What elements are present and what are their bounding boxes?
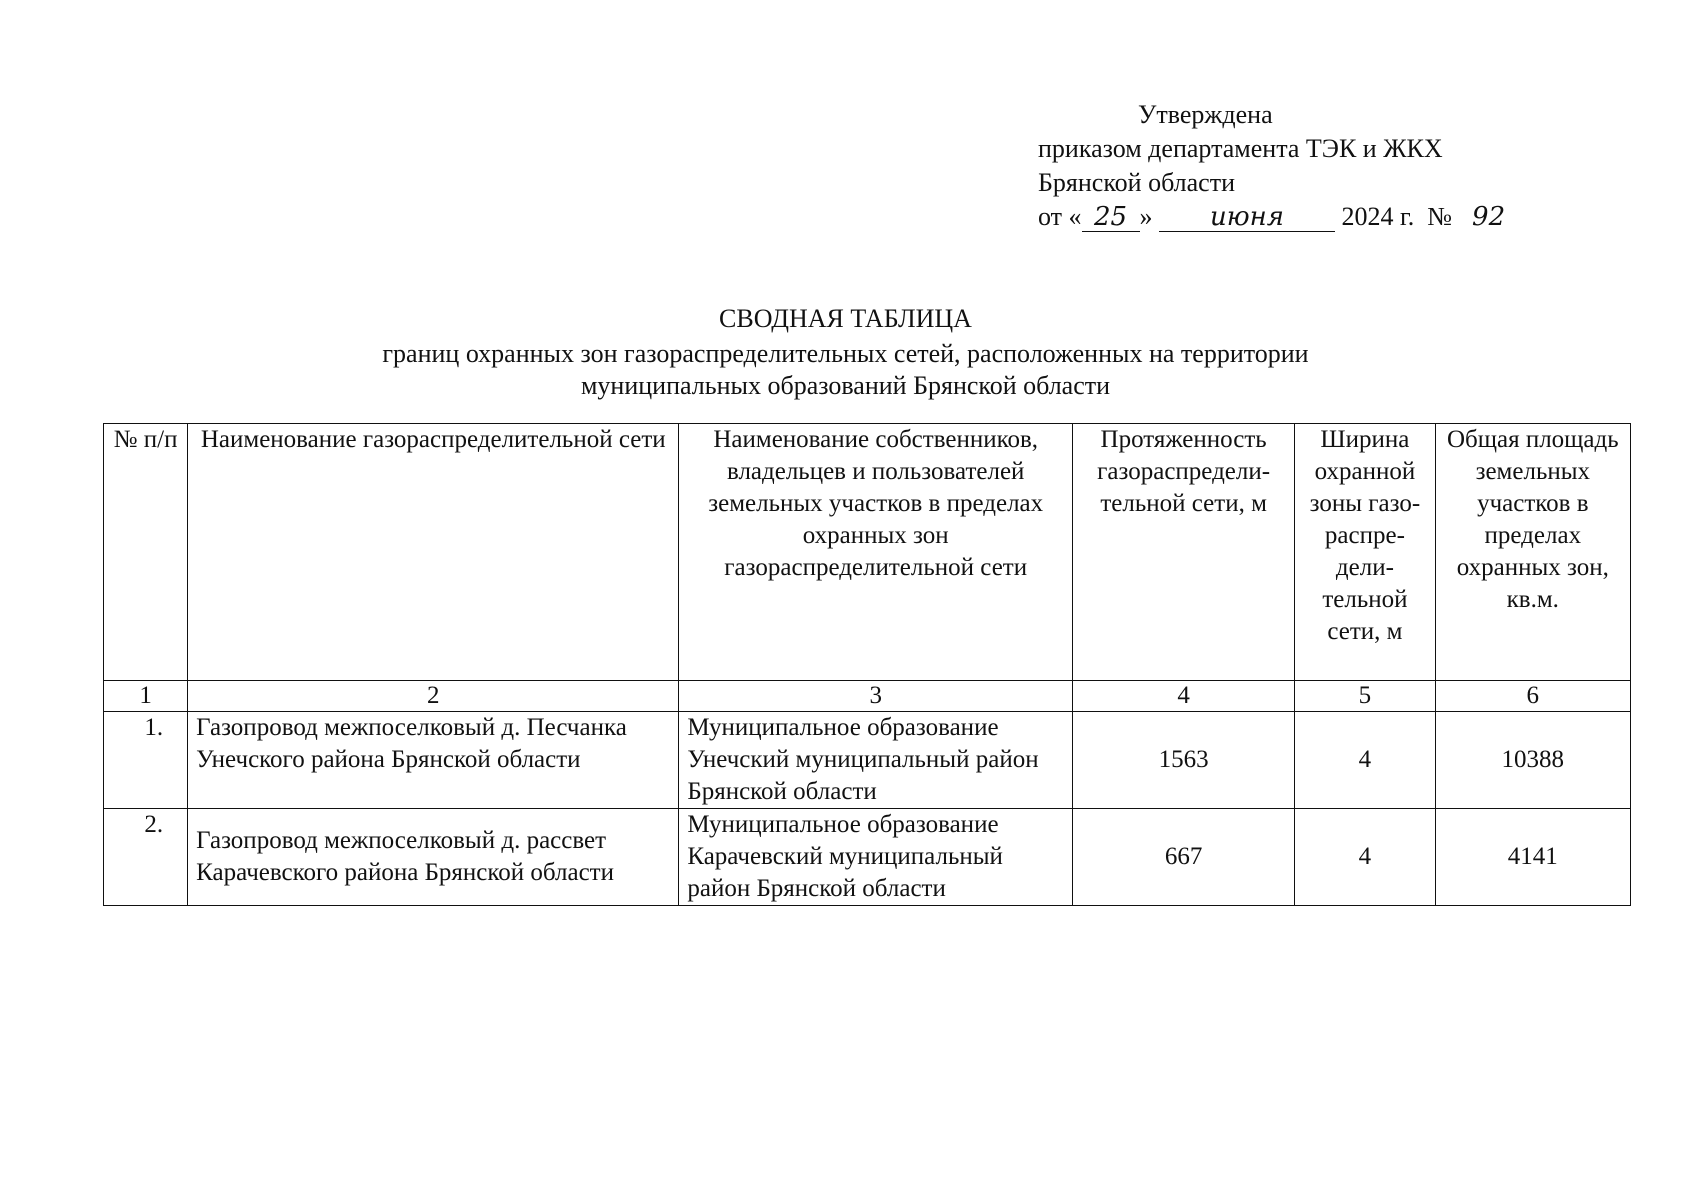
column-number: 2 bbox=[188, 681, 679, 712]
header-number: № п/п bbox=[104, 424, 188, 681]
column-number: 3 bbox=[679, 681, 1073, 712]
date-month-handwritten: июня bbox=[1159, 203, 1335, 232]
number-label: № bbox=[1427, 202, 1453, 231]
column-number: 4 bbox=[1073, 681, 1295, 712]
table-row bbox=[104, 809, 1631, 906]
column-number-row bbox=[104, 681, 1631, 712]
column-number: 1 bbox=[104, 681, 188, 712]
row-number: 2. bbox=[104, 809, 188, 906]
row-number: 1. bbox=[104, 712, 188, 809]
table-row bbox=[104, 712, 1631, 809]
date-prefix: от « bbox=[1038, 202, 1082, 231]
date-mid: » bbox=[1139, 202, 1153, 231]
row-length: 1563 bbox=[1073, 712, 1295, 809]
date-year: 2024 г. bbox=[1341, 202, 1415, 231]
row-owners: Муниципальное образование Унечский муниципальный район Брянской области bbox=[679, 712, 1073, 809]
approval-date-line bbox=[1038, 200, 1519, 234]
row-length: 667 bbox=[1073, 809, 1295, 906]
approval-line-2: приказом департамента ТЭК и ЖКХ bbox=[1038, 134, 1443, 163]
header-network-name: Наименование газораспределительной сети bbox=[188, 424, 679, 681]
document-subtitle-line-2: муниципальных образований Брянской области bbox=[580, 371, 1111, 400]
table-header-row bbox=[104, 424, 1631, 681]
row-area: 4141 bbox=[1435, 809, 1630, 906]
row-zone-width: 4 bbox=[1295, 809, 1435, 906]
header-length: Протяженность газораспредели-тельной сети, м bbox=[1073, 424, 1295, 681]
row-area: 10388 bbox=[1435, 712, 1630, 809]
approval-block bbox=[1038, 98, 1519, 234]
header-area: Общая площадь земельных участков в пределах охранных зон, кв.м. bbox=[1435, 424, 1630, 681]
document-subtitle-line-1: границ охранных зон газораспределительных сетей, расположенных на территории bbox=[382, 339, 1309, 368]
row-owners: Муниципальное образование Карачевский муниципальный район Брянской области bbox=[679, 809, 1073, 906]
header-zone-width: Ширина охранной зоны газо-распре-дели-тельной сети, м bbox=[1295, 424, 1435, 681]
approval-line-3: Брянской области bbox=[1038, 168, 1235, 197]
document-title: СВОДНАЯ ТАБЛИЦА bbox=[719, 304, 972, 333]
approval-line-1: Утверждена bbox=[1138, 100, 1273, 129]
header-owners: Наименование собственников, владельцев и пользователей земельных участков в пределах охранных зон газораспределительной сети bbox=[679, 424, 1073, 681]
date-day-handwritten: 25 bbox=[1082, 203, 1140, 232]
column-number: 5 bbox=[1295, 681, 1435, 712]
row-network-name: Газопровод межпоселковый д. рассвет Карачевского района Брянской области bbox=[188, 809, 679, 906]
summary-table bbox=[103, 423, 1631, 906]
row-network-name: Газопровод межпоселковый д. Песчанка Унечского района Брянской области bbox=[188, 712, 679, 809]
column-number: 6 bbox=[1435, 681, 1630, 712]
row-zone-width: 4 bbox=[1295, 712, 1435, 809]
order-number-handwritten: 92 bbox=[1472, 202, 1506, 232]
